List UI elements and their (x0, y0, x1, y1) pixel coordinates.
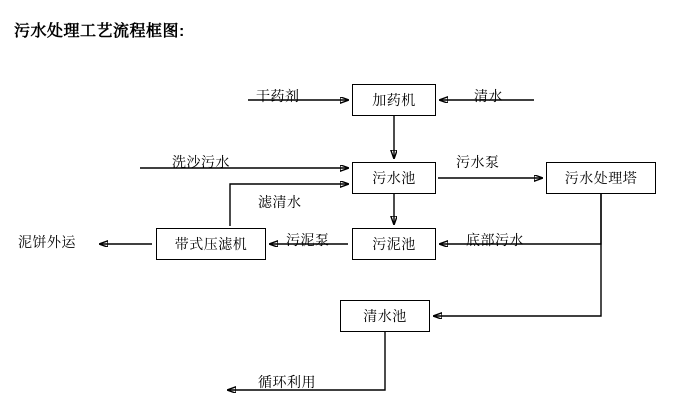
node-belt-filter-press (156, 228, 266, 260)
node-clean-water-pool (340, 300, 430, 332)
edge-label-sludge-pump: 污泥泵 (286, 232, 330, 248)
edge-label-sewage-pump: 污水泵 (456, 154, 500, 170)
node-dosing-machine (352, 84, 436, 116)
edge-label-recycle-use: 循环利用 (258, 374, 316, 390)
node-treatment-tower (546, 162, 656, 194)
edge-label-mud-cake-out: 泥饼外运 (18, 234, 76, 250)
node-label: 加药机 (372, 92, 416, 108)
node-label: 污水池 (372, 170, 416, 186)
edge-label-filtrate-water: 滤清水 (258, 194, 302, 210)
edge-label-dry-agent: 干药剂 (256, 88, 300, 104)
node-label: 带式压滤机 (174, 236, 248, 252)
node-label: 污泥池 (372, 236, 416, 252)
page-title: 污水处理工艺流程框图: (14, 23, 185, 40)
node-label: 污水处理塔 (564, 170, 638, 186)
edge-label-clean-water-in: 清水 (474, 88, 503, 104)
node-label: 清水池 (363, 308, 407, 324)
node-sewage-pool (352, 162, 436, 194)
edge-label-bottom-sewage: 底部污水 (466, 232, 524, 248)
node-sludge-pool (352, 228, 436, 260)
edge-label-sand-wash-sewage: 洗沙污水 (172, 154, 230, 170)
